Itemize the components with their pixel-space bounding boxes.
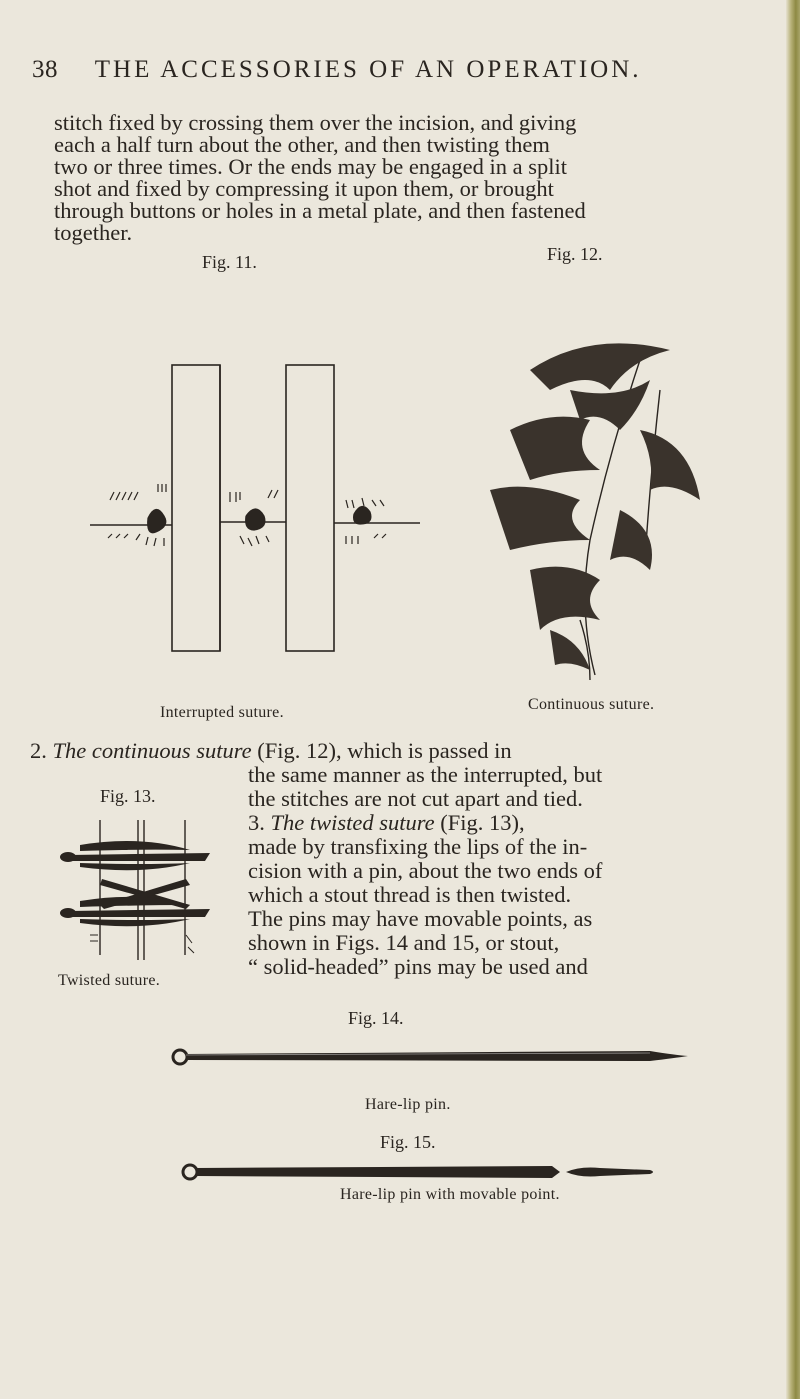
paragraph-3-line-1 (248, 812, 525, 834)
fig11-caption: Interrupted suture. (160, 704, 284, 721)
paragraph-line: two or three times. Or the ends may be engaged in a split (54, 154, 567, 179)
running-title: THE ACCESSORIES OF AN OPERATION. (94, 56, 642, 83)
paragraph-2-line-3: the stitches are not cut apart and tied. (248, 786, 583, 811)
page-edge (786, 0, 800, 1399)
paragraph-line: each a half turn about the other, and then twisting them (54, 132, 550, 157)
para2-number: 2. (30, 738, 47, 763)
paragraph-1 (54, 112, 754, 244)
fig15-caption: Hare-lip pin with movable point. (340, 1186, 560, 1203)
continuous-suture-illustration (470, 330, 720, 690)
paragraph-2-line-1 (30, 740, 512, 762)
page-number: 38 (32, 56, 58, 83)
running-header (32, 56, 642, 84)
interrupted-suture-illustration (90, 360, 420, 670)
paragraph-line: together. (54, 220, 133, 245)
paragraph-3-line: made by transfixing the lips of the in- (248, 834, 588, 859)
para2-line1-rest: (Fig. 12), which is passed in (257, 738, 512, 763)
para3-title: The twisted suture (270, 810, 435, 835)
fig15-label: Fig. 15. (380, 1132, 436, 1152)
fig14-label: Fig. 14. (348, 1008, 404, 1028)
paragraph-3-line: The pins may have movable points, as (248, 906, 593, 931)
hare-lip-pin-movable-point-illustration (180, 1160, 660, 1184)
paragraph-3-line: “ solid-headed” pins may be used and (248, 954, 588, 979)
paragraph-3-line: cision with a pin, about the two ends of (248, 858, 603, 883)
fig14-caption: Hare-lip pin. (365, 1096, 451, 1113)
paragraph-line: stitch fixed by crossing them over the incision, and giving (54, 110, 577, 135)
para3-line1-rest: (Fig. 13), (440, 810, 525, 835)
paragraph-3-line: shown in Figs. 14 and 15, or stout, (248, 930, 560, 955)
para3-number: 3. (248, 810, 265, 835)
para2-title: The continuous suture (52, 738, 252, 763)
fig12-label: Fig. 12. (547, 244, 603, 264)
fig11-label: Fig. 11. (202, 252, 257, 272)
fig13-label: Fig. 13. (100, 786, 156, 806)
twisted-suture-illustration (40, 815, 235, 965)
hare-lip-pin-illustration (170, 1045, 690, 1069)
fig13-caption: Twisted suture. (58, 972, 161, 989)
paragraph-line: shot and fixed by compressing it upon them, or brought (54, 176, 554, 201)
paragraph-2-line-2: the same manner as the interrupted, but (248, 762, 603, 787)
paragraph-line: through buttons or holes in a metal plate, and then fastened (54, 198, 586, 223)
paragraph-3-line: which a stout thread is then twisted. (248, 882, 572, 907)
fig12-caption: Continuous suture. (528, 696, 655, 713)
